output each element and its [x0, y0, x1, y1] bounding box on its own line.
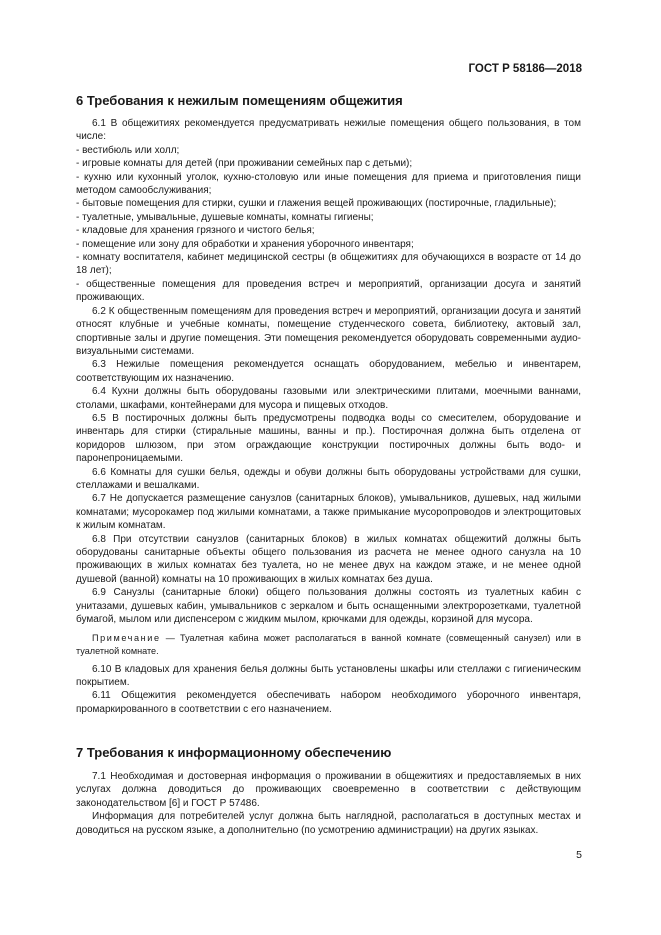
- paragraph-6-7: 6.7 Не допускается размещение санузлов (санитарных блоков), умывальников, душевых, над жилыми комнатами; мусорокамер под жилыми комнатами, а также примыкание мусоропроводов и электрощитовых к жилым комнатам.: [76, 493, 581, 532]
- note-label: Примечание: [92, 633, 161, 644]
- paragraph-6-2: 6.2 К общественным помещениям для проведения встреч и мероприятий, организации досуга и занятий относят клубные и учебные комнаты, помещение студенческого совета, библиотеку, актовый зал, спортивные залы и другие помещения. Эти помещения рекомендуется оборудовать современными аудио-визуальными системами.: [76, 305, 581, 357]
- paragraph-7-1: 7.1 Необходимая и достоверная информация о проживании в общежитиях и предоставляемых в них услугах должна доводиться до проживающих своевременно в соответствии с действующим законодательством [6] и ГОСТ Р 57486.: [76, 771, 581, 809]
- list-item: - комнату воспитателя, кабинет медицинской сестры (в общежитиях для обучающихся в возрасте от 14 до 18 лет);: [76, 252, 581, 277]
- paragraph-6-4: 6.4 Кухни должны быть оборудованы газовыми или электрическими плитами, моечными ваннами, столами, шкафами, контейнерами для мусора и пищевых отходов.: [76, 386, 581, 411]
- paragraph-6-9: 6.9 Санузлы (санитарные блоки) общего пользования должны состоять из туалетных кабин с унитазами, душевых кабин, умывальников с зеркалом и быть оснащенными электророзетками, туалетной бумагой, мылом или диспенсером с жидким мылом, крючками для одежды, корзиной для мусора.: [76, 587, 581, 626]
- paragraph-7-2: Информация для потребителей услуг должна быть наглядной, располагаться в доступных местах и доводиться на русском языке, а дополнительно (по усмотрению администрации) на других языках.: [76, 811, 581, 836]
- page-number: 5: [576, 849, 582, 861]
- note-text: — Туалетная кабина может располагаться в ванной комнате (совмещенный санузел) или в туалетной комнате.: [76, 633, 581, 657]
- paragraph-6-6: 6.6 Комнаты для сушки белья, одежды и обуви должны быть оборудованы устройствами для сушки, стеллажами и вешалками.: [76, 466, 581, 491]
- list-item: - бытовые помещения для стирки, сушки и глажения вещей проживающих (постирочные, гладильные);: [76, 198, 557, 210]
- paragraph-6-5: 6.5 В постирочных должны быть предусмотрены подводка воды со смесителем, оборудование и инвентарь для стирки (стиральные машины, ванны и пр.). Постирочная должна быть отделена от коридоров шлюзом, при этом ограждающие конструкции постирочных должны быть водо- и паронепроницаемыми.: [76, 412, 581, 465]
- paragraph-6-8: 6.8 При отсутствии санузлов (санитарных блоков) в жилых комнатах общежитий должны быть оборудованы санитарные объекты общего пользования из расчета не менее одного санузла на 10 проживающих в жилых комнатах без туалета, но не менее двух на каждом этаже, и не менее одной душевой (ванной) комнаты на 10 проживающих в жилых комнатах без душа.: [76, 533, 581, 585]
- paragraph-6-11: 6.11 Общежития рекомендуется обеспечивать набором необходимого уборочного инвентаря, промаркированного в соответствии с его назначением.: [76, 690, 581, 715]
- section-6-body: [76, 117, 581, 716]
- list-item: - игровые комнаты для детей (при проживании семейных пар с детьми);: [76, 158, 413, 170]
- list-item: - помещение или зону для обработки и хранения уборочного инвентаря;: [76, 238, 414, 250]
- list-item: - кладовые для хранения грязного и чистого белья;: [76, 225, 315, 237]
- paragraph-6-1: 6.1 В общежитиях рекомендуется предусматривать нежилые помещения общего пользования, в том числе:: [76, 118, 581, 143]
- list-item: - кухню или кухонный уголок, кухню-столовую или иные помещения для приема и приготовления пищи методом самообслуживания;: [76, 171, 581, 197]
- section-7-title: 7 Требования к информационному обеспечению: [76, 745, 392, 760]
- list-item: - туалетные, умывальные, душевые комнаты, комнаты гигиены;: [76, 211, 374, 223]
- paragraph-6-10: 6.10 В кладовых для хранения белья должны быть установлены шкафы или стеллажи с гигиеническим покрытием.: [76, 663, 581, 689]
- list-item: - вестибюль или холл;: [76, 144, 180, 156]
- section-7-body: [76, 770, 581, 837]
- paragraph-6-3: 6.3 Нежилые помещения рекомендуется оснащать оборудованием, мебелью и инвентарем, соответствующим их назначению.: [76, 359, 581, 384]
- document-header: ГОСТ Р 58186—2018: [468, 63, 582, 75]
- list-item: - общественные помещения для проведения встреч и мероприятий, организации досуга и занятий проживающих.: [76, 278, 581, 304]
- note: [76, 632, 581, 657]
- section-6-title: 6 Требования к нежилым помещениям общежития: [76, 93, 403, 108]
